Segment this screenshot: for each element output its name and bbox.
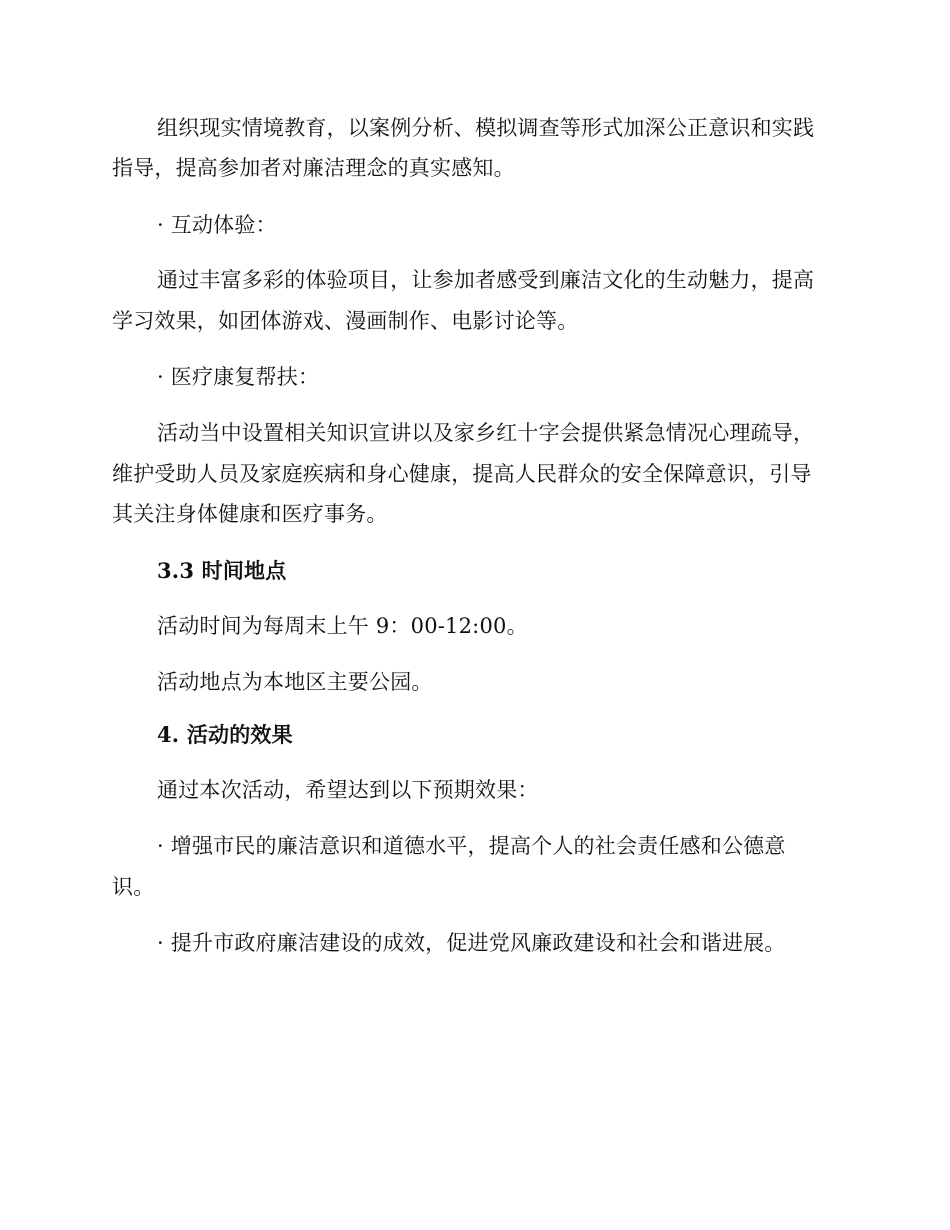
paragraph-line: 其关注身体健康和医疗事务。	[112, 502, 388, 526]
section-heading: 4. 活动的效果	[157, 722, 293, 747]
bullet-item: · 提升市政府廉洁建设的成效，促进党风廉政建设和社会和谐进展。	[157, 931, 786, 955]
bullet-item: · 增强市民的廉洁意识和道德水平，提高个人的社会责任感和公德意	[157, 834, 786, 858]
paragraph-line: 组织现实情境教育，以案例分析、模拟调查等形式加深公正意识和实践	[157, 116, 815, 140]
bullet-item: · 互动体验：	[157, 213, 277, 237]
paragraph-line: 指导，提高参加者对廉洁理念的真实感知。	[112, 156, 515, 180]
paragraph-line: 通过丰富多彩的体验项目，让参加者感受到廉洁文化的生动魅力，提高	[157, 268, 815, 292]
paragraph-line: 维护受助人员及家庭疾病和身心健康，提高人民群众的安全保障意识，引导	[112, 462, 812, 486]
paragraph-line: 通过本次活动，希望达到以下预期效果：	[157, 778, 539, 802]
paragraph-line: 学习效果，如团体游戏、漫画制作、电影讨论等。	[112, 309, 579, 333]
paragraph-line: 活动时间为每周末上午 9：00-12:00。	[157, 614, 528, 638]
bullet-item: · 医疗康复帮扶：	[157, 365, 320, 389]
paragraph-line: 活动当中设置相关知识宣讲以及家乡红十字会提供紧急情况心理疏导，	[157, 421, 815, 445]
paragraph-line: 活动地点为本地区主要公园。	[157, 670, 433, 694]
bullet-item-continuation: 识。	[112, 875, 155, 899]
section-heading: 3.3 时间地点	[157, 558, 287, 583]
